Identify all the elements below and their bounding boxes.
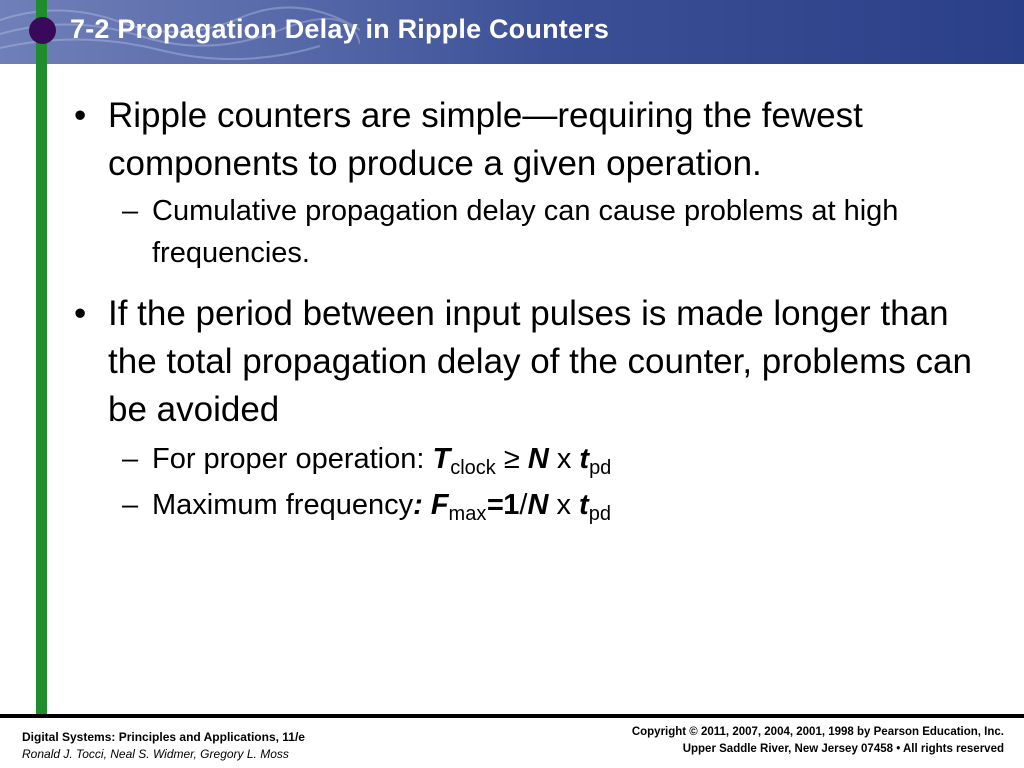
purple-dot-decoration — [29, 17, 56, 44]
footer-rights-line: Upper Saddle River, New Jersey 07458 • All rights reserved — [682, 743, 1004, 755]
equals-symbol: = — [486, 489, 504, 521]
sub-bullet-text: Cumulative propagation delay can cause problems at high frequencies. — [152, 195, 899, 269]
footer-book-title: Digital Systems: Principles and Applications, 11/e — [22, 730, 305, 744]
formula-prefix: Maximum frequency — [152, 489, 414, 521]
sub-bullet-marker: – — [122, 489, 139, 521]
formula-prefix: For proper operation: — [152, 443, 433, 475]
bullet-marker: • — [74, 96, 87, 135]
sub-bullet-marker: – — [122, 195, 139, 227]
bullet-text: Ripple counters are simple—requiring the fewest components to produce a given operation. — [108, 96, 863, 183]
times-symbol: x — [548, 489, 580, 521]
footer-copyright — [632, 724, 1004, 758]
sub-bullet-proper-operation — [122, 438, 982, 480]
var-N: N — [527, 489, 549, 521]
footer-authors: Ronald J. Tocci, Neal S. Widmer, Gregory L. Moss — [22, 747, 289, 761]
times-symbol: x — [548, 443, 580, 475]
colon: : — [413, 489, 431, 521]
title-bar — [0, 0, 1024, 64]
sub-bullet-1-1 — [122, 190, 982, 274]
footer-copyright-line: Copyright © 2011, 2007, 2004, 2001, 1998 by Pearson Education, Inc. — [631, 726, 1004, 738]
var-T: T — [432, 443, 451, 475]
bullet-marker: • — [74, 294, 87, 333]
var-t: t — [579, 443, 590, 475]
green-vertical-bar — [36, 0, 47, 717]
slash-symbol: / — [519, 489, 528, 521]
max-frequency-formula — [152, 484, 982, 526]
slide-title: 7-2 Propagation Delay in Ripple Counters — [70, 14, 610, 44]
bullet-2 — [74, 290, 994, 434]
var-N: N — [527, 443, 549, 475]
var-t: t — [579, 489, 589, 521]
sub-bullet-max-frequency — [122, 484, 982, 526]
proper-operation-formula — [152, 438, 982, 480]
bullet-text: If the period between input pulses is made longer than the total propagation delay of the counter, problems can be avoided — [108, 294, 972, 429]
sub-pd: pd — [589, 457, 612, 479]
numeral-one: 1 — [503, 489, 520, 521]
sub-pd: pd — [588, 503, 611, 525]
sub-bullet-marker: – — [122, 443, 139, 475]
var-F: F — [430, 489, 449, 521]
sub-max: max — [448, 503, 487, 525]
footer-book-info — [22, 729, 305, 763]
footer-divider — [0, 714, 1024, 718]
geq-symbol: ≥ — [495, 443, 528, 475]
bullet-1 — [74, 92, 994, 188]
sub-clock: clock — [450, 457, 496, 479]
